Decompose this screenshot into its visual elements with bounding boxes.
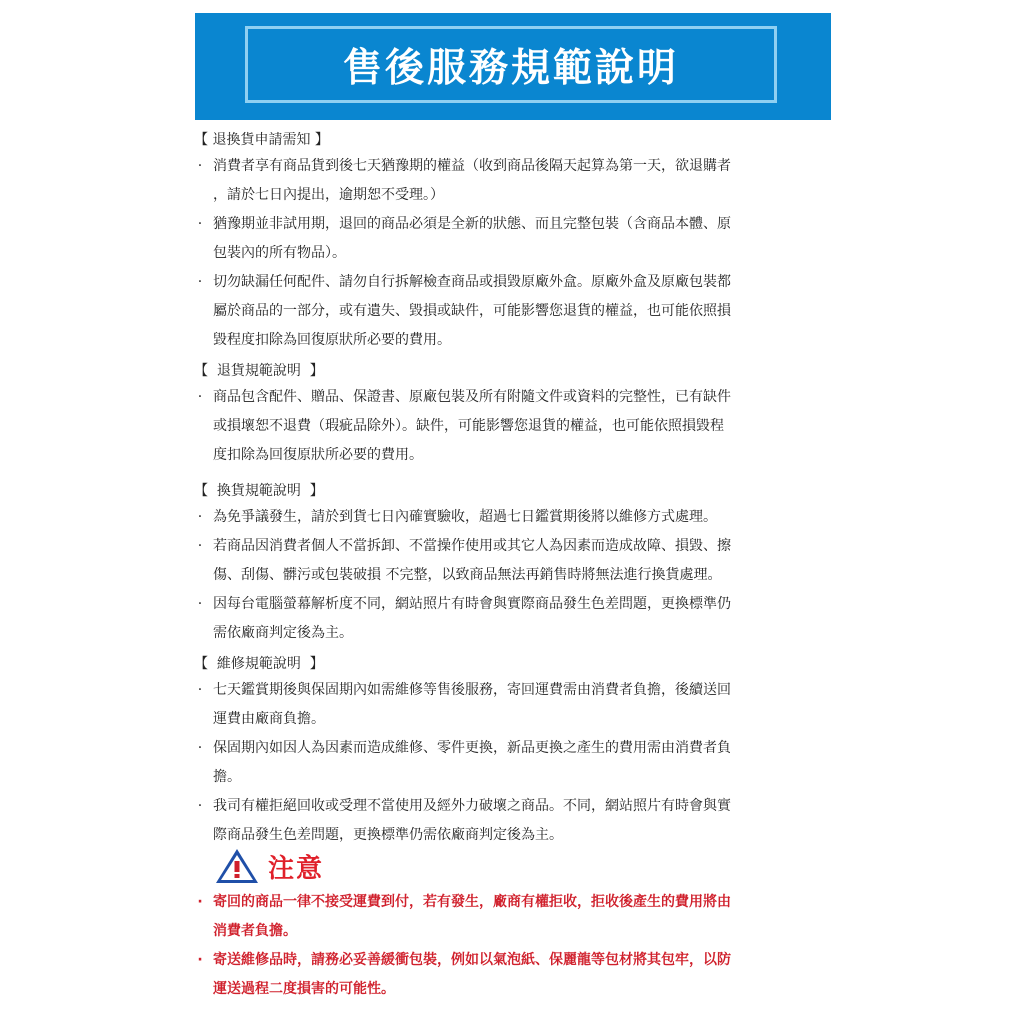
section-heading: 【 維修規範說明 】 xyxy=(194,656,324,672)
list-item xyxy=(194,590,824,648)
item-text-line: 七天鑑賞期後與保固期內如需維修等售後服務，寄回運費需由消費者負擔，後續送回 xyxy=(213,682,731,698)
item-text-line: 或損壞恕不退費（瑕疵品除外）。缺件，可能影響您退貨的權益，也可能依照損毀程 xyxy=(213,418,724,434)
item-text-line: 寄回的商品一律不接受運費到付，若有發生，廠商有權拒收，拒收後產生的費用將由 xyxy=(213,894,731,910)
item-text-line: 毀程度扣除為回復原狀所必要的費用。 xyxy=(213,332,451,348)
item-text-line: 需依廠商判定後為主。 xyxy=(213,625,353,641)
item-text-line: 我司有權拒絕回收或受理不當使用及經外力破壞之商品。不同，網站照片有時會與實 xyxy=(213,798,731,814)
list-item xyxy=(194,210,824,268)
bullet-mark: · xyxy=(197,274,203,290)
list-item xyxy=(194,268,824,355)
policy-content xyxy=(194,128,824,850)
section-gap xyxy=(194,470,824,479)
bullet-mark: · xyxy=(197,216,203,232)
list-item xyxy=(194,946,824,1004)
item-text-line: ，請於七日內提出，逾期恕不受理。） xyxy=(213,187,444,203)
item-text-line: 商品包含配件、贈品、保證書、原廠包裝及所有附隨文件或資料的完整性，已有缺件 xyxy=(213,389,731,405)
policy-section xyxy=(194,359,824,470)
list-item xyxy=(194,734,824,792)
list-item xyxy=(194,676,824,734)
list-item xyxy=(194,503,824,532)
policy-section xyxy=(194,652,824,850)
title-frame xyxy=(245,26,777,103)
item-text-line: 運送過程二度損害的可能性。 xyxy=(213,981,395,997)
item-text-line: 為免爭議發生，請於到貨七日內確實驗收，超過七日鑑賞期後將以維修方式處理。 xyxy=(213,509,717,525)
list-item xyxy=(194,888,824,946)
bullet-mark: · xyxy=(197,894,203,910)
list-item xyxy=(194,792,824,850)
section-heading: 【 退換貨申請需知 】 xyxy=(194,132,329,148)
item-text-line: 因每台電腦螢幕解析度不同，網站照片有時會與實際商品發生色差問題，更換標準仍 xyxy=(213,596,731,612)
item-text-line: 切勿缺漏任何配件、請勿自行拆解檢查商品或損毀原廠外盒。原廠外盒及原廠包裝都 xyxy=(213,274,731,290)
item-text-line: 包裝內的所有物品）。 xyxy=(213,245,346,261)
bullet-mark: · xyxy=(197,389,203,405)
section-heading: 【 退貨規範說明 】 xyxy=(194,363,324,379)
item-text-line: 擔。 xyxy=(213,769,241,785)
bullet-mark: · xyxy=(197,596,203,612)
title-banner xyxy=(195,13,831,120)
policy-section xyxy=(194,128,824,355)
bullet-mark: · xyxy=(197,158,203,174)
item-text-line: 際商品發生色差問題，更換標準仍需依廠商判定後為主。 xyxy=(213,827,563,843)
item-text-line: 猶豫期並非試用期，退回的商品必須是全新的狀態、而且完整包裝（含商品本體、原 xyxy=(213,216,731,232)
item-text-line: 度扣除為回復原狀所必要的費用。 xyxy=(213,447,423,463)
page-title: 售後服務規範說明 xyxy=(342,45,679,91)
list-item xyxy=(194,152,824,210)
caution-block xyxy=(194,844,824,1004)
section-heading: 【 換貨規範說明 】 xyxy=(194,483,324,499)
bullet-mark: · xyxy=(197,952,203,968)
bullet-mark: · xyxy=(197,740,203,756)
list-item xyxy=(194,383,824,470)
bullet-mark: · xyxy=(197,509,203,525)
item-text-line: 消費者享有商品貨到後七天猶豫期的權益（收到商品後隔天起算為第一天，欲退購者 xyxy=(213,158,731,174)
bullet-mark: · xyxy=(197,538,203,554)
item-text-line: 保固期內如因人為因素而造成維修、零件更換，新品更換之產生的費用需由消費者負 xyxy=(213,740,731,756)
item-text-line: 屬於商品的一部分，或有遺失、毀損或缺件，可能影響您退貨的權益，也可能依照損 xyxy=(213,303,731,319)
list-item xyxy=(194,532,824,590)
warning-triangle-icon xyxy=(214,847,260,885)
item-text-line: 消費者負擔。 xyxy=(213,923,297,939)
item-text-line: 運費由廠商負擔。 xyxy=(213,711,325,727)
caution-header xyxy=(214,844,824,888)
caution-title: 注意 xyxy=(268,853,325,884)
policy-section xyxy=(194,479,824,648)
item-text-line: 寄送維修品時，請務必妥善緩衝包裝，例如以氣泡紙、保麗龍等包材將其包牢，以防 xyxy=(213,952,731,968)
item-text-line: 傷、刮傷、髒污或包裝破損 不完整，以致商品無法再銷售時將無法進行換貨處理。 xyxy=(213,567,722,583)
bullet-mark: · xyxy=(197,682,203,698)
caution-list xyxy=(194,888,824,1004)
bullet-mark: · xyxy=(197,798,203,814)
item-text-line: 若商品因消費者個人不當拆卸、不當操作使用或其它人為因素而造成故障、損毀、擦 xyxy=(213,538,731,554)
